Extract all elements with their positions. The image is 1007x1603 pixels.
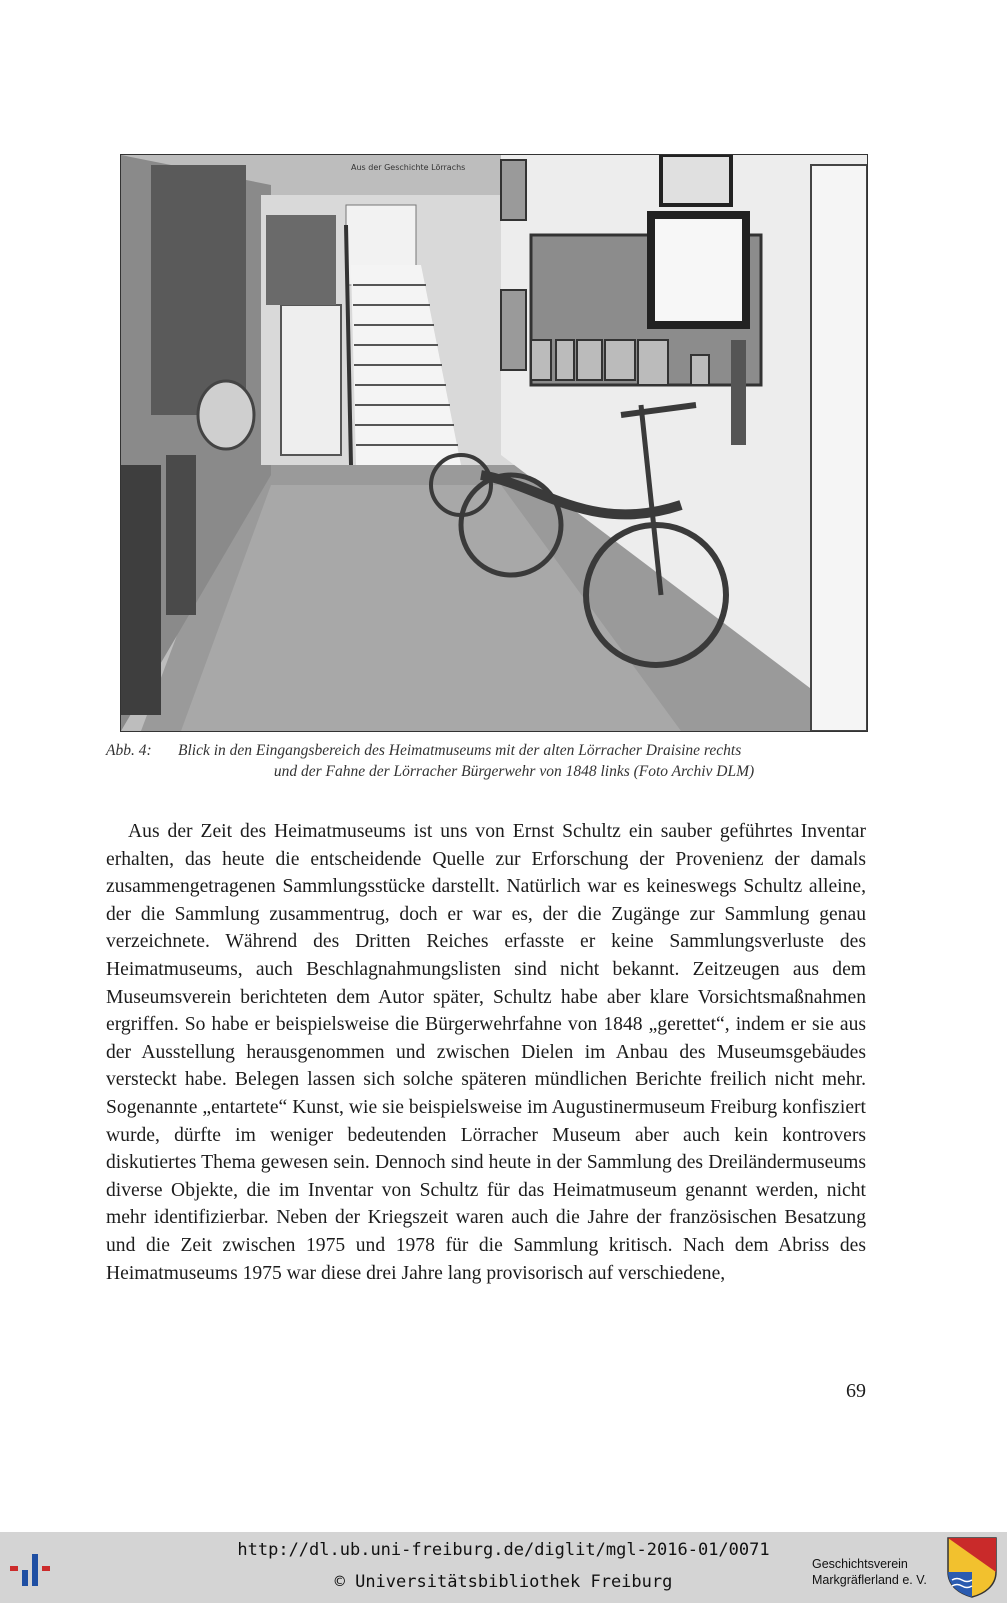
caption-label: Abb. 4:: [106, 742, 152, 759]
page-number: 69: [846, 1380, 866, 1402]
society-name: [812, 1556, 942, 1588]
body-text: [106, 818, 866, 1287]
caption-line-1: Blick in den Eingangsbereich des Heimatmuseums mit der alten Lörracher Draisine rechts: [178, 742, 742, 759]
ub-freiburg-logo-icon: [10, 1550, 66, 1590]
caption-line-2: und der Fahne der Lörracher Bürgerwehr von 1848 links (Foto Archiv DLM): [273, 763, 755, 780]
figure-caption: [106, 740, 866, 782]
footer-url-link[interactable]: http://dl.ub.uni-freiburg.de/diglit/mgl-2016-01/0071: [237, 1540, 770, 1560]
photo-sign: Aus der Geschichte Lörrachs: [351, 163, 466, 172]
footer-copyright: © Universitätsbibliothek Freiburg: [334, 1572, 673, 1592]
society-line-2: Markgräflerland e. V.: [812, 1573, 927, 1587]
photo-illustration: [121, 155, 867, 731]
footer-bar: [0, 1532, 1007, 1603]
coat-of-arms-icon: [946, 1536, 998, 1598]
body-paragraph: Aus der Zeit des Heimatmuseums ist uns von Ernst Schultz ein sauber geführtes Inventar erhalten, das heute die entscheidende Quelle zur Erforschung der Provenienz der damals zusammengetragenen Sammlungsstücke darstellt. Natürlich war es keineswegs Schultz alleine, der die Sammlung zusammentrug, doch er war es, der die Zugänge zur Sammlung genau verzeichnete. Während des Dritten Reiches erfasste er keine Sammlungsverluste des Heimatmuseums, auch Beschlagnahmungslisten sind nicht bekannt. Zeitzeugen aus dem Museumsverein berichteten dem Autor später, Schultz habe aber klare Vorsichtsmaßnahmen ergriffen. So habe er beispielsweise die Bürgerwehrfahne von 1848 „gerettet“, indem er sie aus der Ausstellung herausgenommen und zwischen Dielen im Anbau des Museumsgebäudes versteckt habe. Belegen lassen sich solche späteren mündlichen Berichte freilich nicht mehr. Sogenannte „entartete“ Kunst, wie sie beispielsweise im Augustinermuseum Freiburg konfisziert wurde, dürfte im weniger bedeutenden Lörracher Museum aber auch kein kontrovers diskutiertes Thema gewesen sein. Dennoch sind heute in der Sammlung des Dreiländermuseums diverse Objekte, die im Inventar von Schultz für das Heimatmuseum genannt werden, nicht mehr identifizierbar. Neben der Kriegszeit waren auch die Jahre der französischen Besatzung und die Zeit zwischen 1975 und 1978 für die Sammlung kritisch. Nach dem Abriss des Heimatmuseums 1975 war diese drei Jahre lang provisorisch auf verschiedene,: [106, 821, 866, 1284]
society-line-1: Geschichtsverein: [812, 1557, 908, 1571]
museum-entrance-photo: [120, 154, 868, 732]
